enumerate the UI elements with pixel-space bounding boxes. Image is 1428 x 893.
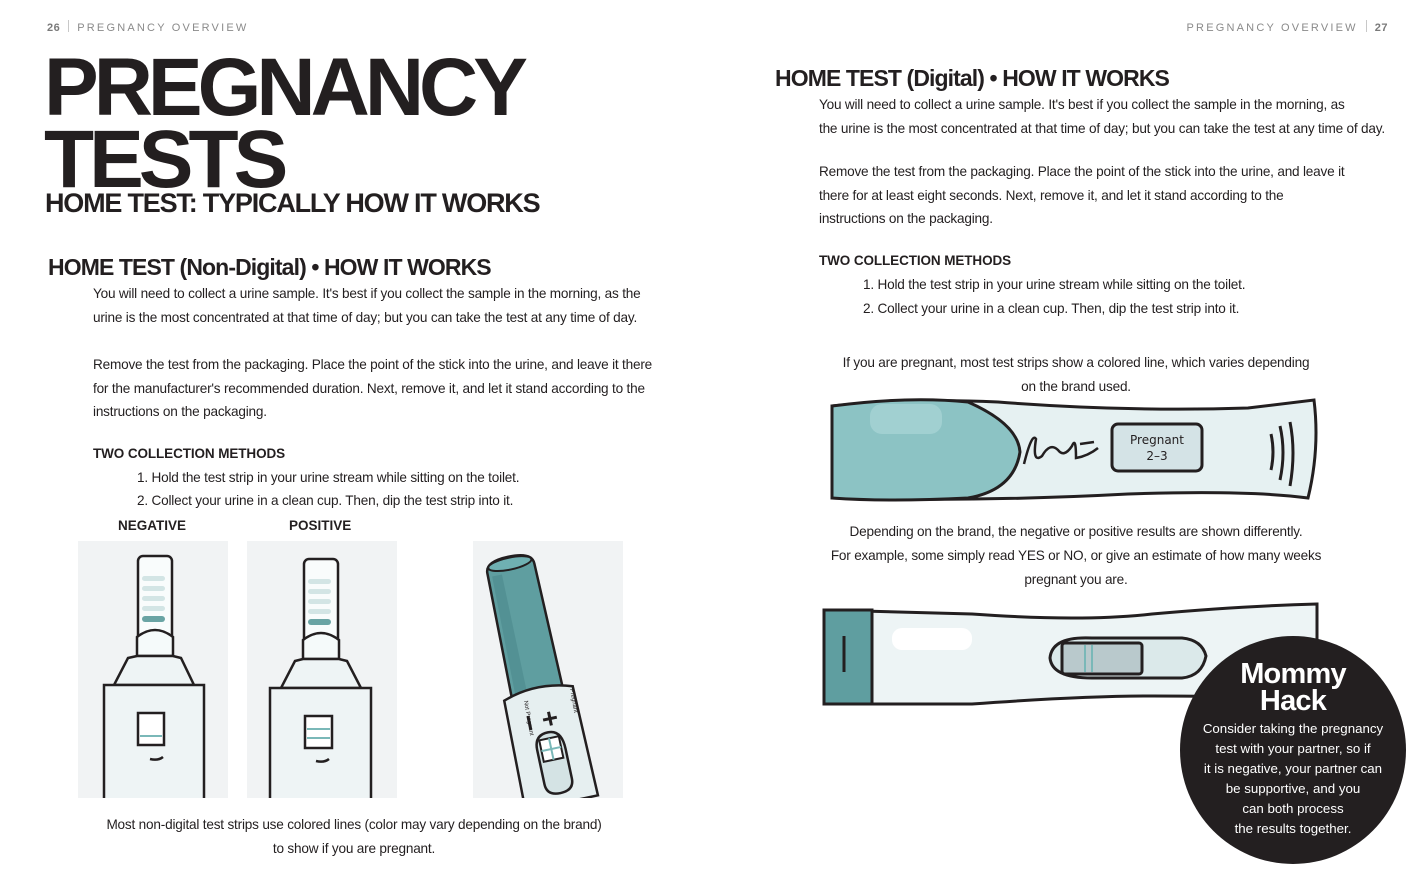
- method-item-2: 2. Collect your urine in a clean cup. Then, dip the test strip into it.: [137, 493, 514, 508]
- text-line: Remove the test from the packaging. Place the point of the stick into the urine, and leave it: [819, 164, 1345, 179]
- test-device-plus-minus-icon: [473, 541, 623, 798]
- page-subtitle: HOME TEST: TYPICALLY HOW IT WORKS: [45, 188, 540, 218]
- paragraph-collect-sample: [93, 282, 693, 329]
- text-line: to show if you are pregnant.: [272, 841, 436, 856]
- mommy-hack-callout: [1180, 636, 1406, 864]
- digital-test-device-icon: [828, 394, 1323, 504]
- not-pregnant-label: Not Pregnant: [522, 700, 535, 737]
- page-number: 26: [47, 22, 61, 34]
- text-line: the urine is the most concentrated at that time of day; but you can take the test at any time of day.: [819, 120, 1385, 136]
- running-head-left: [47, 20, 248, 34]
- text-line: can both process: [1242, 801, 1344, 816]
- caption-non-digital: [80, 813, 628, 861]
- text-line: the results together.: [1234, 821, 1352, 836]
- mommy-hack-title: [1180, 658, 1406, 717]
- plus-minus-test-illustration: [473, 541, 623, 798]
- pregnant-label: Pregnant: [568, 688, 579, 714]
- text-line: Most non-digital test strips use colored lines (color may vary depending on the brand): [106, 817, 602, 832]
- display-text-weeks: 2–3: [1146, 449, 1168, 463]
- text-line: Remove the test from the packaging. Place the point of the stick into the urine, and leave it there: [93, 357, 653, 372]
- text-line: You will need to collect a urine sample. It's best if you collect the sample in the morning, as: [819, 97, 1345, 112]
- paragraph-remove-test-digital: [819, 160, 1419, 231]
- text-line: there for at least eight seconds. Next, remove it, and let it stand according to the: [819, 187, 1284, 203]
- section-heading-non-digital: HOME TEST (Non-Digital) • HOW IT WORKS: [48, 254, 491, 280]
- text-line: pregnant you are.: [1024, 572, 1128, 587]
- method-item-2-digital: 2. Collect your urine in a clean cup. Then, dip the test strip into it.: [863, 301, 1240, 316]
- text-line: instructions on the packaging.: [93, 404, 267, 419]
- text-line: Mommy: [1240, 658, 1346, 690]
- negative-test-illustration: [78, 541, 228, 798]
- positive-test-illustration: [247, 541, 397, 798]
- text-line: be supportive, and you: [1225, 781, 1361, 796]
- text-line: urine is the most concentrated at that time of day; but you can take the test at any time of day.: [93, 309, 638, 325]
- text-line: Hack: [1259, 685, 1327, 717]
- text-line: You will need to collect a urine sample. It's best if you collect the sample in the morning, as the: [93, 286, 641, 301]
- mommy-hack-body: [1180, 719, 1406, 839]
- methods-heading: TWO COLLECTION METHODS: [93, 446, 286, 461]
- caption-colored-line: [810, 351, 1342, 399]
- divider: [68, 20, 69, 32]
- method-item-1: 1. Hold the test strip in your urine stream while sitting on the toilet.: [137, 470, 520, 485]
- text-line: for the manufacturer's recommended duration. Next, remove it, and let it stand according to the: [93, 380, 645, 396]
- running-head-right: [1187, 20, 1388, 34]
- text-line: test with your partner, so if: [1215, 741, 1371, 756]
- running-head-section: PREGNANCY OVERVIEW: [1186, 22, 1358, 34]
- running-head-section: PREGNANCY OVERVIEW: [77, 22, 249, 34]
- display-text-pregnant: Pregnant: [1130, 433, 1184, 447]
- label-negative: NEGATIVE: [118, 518, 187, 533]
- label-positive: POSITIVE: [289, 518, 352, 533]
- text-line: For example, some simply read YES or NO, or give an estimate of how many weeks: [830, 548, 1322, 563]
- text-line: it is negative, your partner can: [1203, 761, 1383, 776]
- method-item-1-digital: 1. Hold the test strip in your urine stream while sitting on the toilet.: [863, 277, 1246, 292]
- section-heading-digital: HOME TEST (Digital) • HOW IT WORKS: [775, 65, 1169, 91]
- caption-brand-results: [810, 520, 1342, 592]
- page-title-line1: PREGNANCY: [44, 42, 523, 133]
- text-line: instructions on the packaging.: [819, 211, 993, 226]
- page-title-line2: TESTS: [44, 114, 284, 205]
- paragraph-collect-sample-digital: [819, 93, 1419, 140]
- test-strip-negative-icon: [78, 541, 228, 798]
- test-strip-positive-icon: [247, 541, 397, 798]
- digital-test-illustration: [828, 394, 1323, 504]
- text-line: If you are pregnant, most test strips show a colored line, which varies depending: [842, 355, 1310, 370]
- methods-heading-digital: TWO COLLECTION METHODS: [819, 253, 1012, 268]
- text-line: Depending on the brand, the negative or positive results are shown differently.: [849, 524, 1303, 539]
- divider: [1366, 20, 1367, 32]
- paragraph-remove-test: [93, 353, 693, 424]
- text-line: on the brand used.: [1021, 379, 1131, 394]
- text-line: Consider taking the pregnancy: [1202, 721, 1384, 736]
- page-number: 27: [1374, 22, 1388, 34]
